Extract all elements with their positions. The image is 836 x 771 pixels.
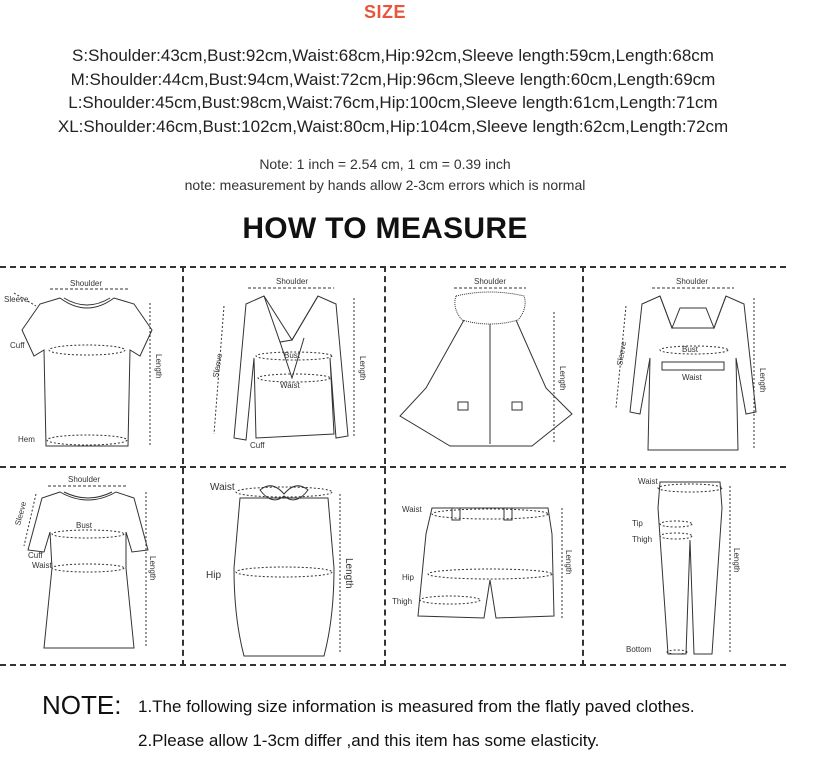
cape-diagram — [386, 268, 582, 466]
tolerance-note: note: measurement by hands allow 2-3cm errors which is normal — [184, 177, 586, 193]
tshirt-hem-label: Hem — [18, 435, 35, 444]
coat-shoulder-label: Shoulder — [676, 277, 709, 286]
pants-thigh-label: Thigh — [632, 535, 653, 544]
size-row-m: M:Shoulder:44cm,Bust:94cm,Waist:72cm,Hip:96cm,Sleeve length:60cm,Length:69cm — [70, 69, 716, 89]
dress-shoulder-label: Shoulder — [68, 475, 101, 484]
pants-length-label: Length — [732, 548, 741, 573]
tshirt-diagram — [0, 268, 182, 466]
coat-diagram — [584, 268, 786, 466]
blazer-cuff-label: Cuff — [250, 441, 265, 450]
pants-bottom-label: Bottom — [626, 645, 652, 654]
tshirt-cuff-label: Cuff — [10, 341, 25, 350]
how-to-measure-title: HOW TO MEASURE — [242, 212, 528, 245]
tshirt-length-label: Length — [154, 354, 163, 379]
blazer-length-label: Length — [358, 356, 367, 381]
shorts-diagram — [386, 468, 582, 664]
coat-waist-label: Waist — [682, 373, 702, 382]
blazer-bust-label: Bust — [284, 351, 301, 360]
size-row-l: L:Shoulder:45cm,Bust:98cm,Waist:76cm,Hip:100cm,Sleeve length:61cm,Length:71cm — [68, 93, 718, 112]
measurement-notes — [0, 154, 770, 196]
blazer-sleeve-label: Sleeve — [211, 352, 225, 379]
shorts-length-label: Length — [564, 550, 573, 575]
blazer-waist-label: Waist — [280, 381, 300, 390]
size-chart — [0, 44, 786, 138]
pants-tip-label: Tip — [632, 519, 643, 528]
coat-sleeve-label: Sleeve — [615, 340, 629, 367]
skirt-waist-label: Waist — [210, 482, 235, 493]
dress-waist-label: Waist — [32, 561, 52, 570]
dress-length-label: Length — [148, 556, 157, 581]
blazer-diagram — [184, 268, 384, 466]
shorts-thigh-label: Thigh — [392, 597, 413, 606]
grid-line-bottom — [0, 664, 786, 666]
dress-cuff-label: Cuff — [28, 551, 43, 560]
cape-shoulder-label: Shoulder — [474, 277, 507, 286]
shorts-hip-label: Hip — [402, 573, 415, 582]
skirt-diagram — [184, 468, 384, 664]
skirt-length-label: Length — [343, 558, 354, 589]
cape-length-label: Length — [558, 366, 567, 391]
footer-note-line-1: 1.The following size information is measured from the flatly paved clothes. — [138, 697, 695, 716]
coat-length-label: Length — [758, 368, 767, 393]
conversion-note: Note: 1 inch = 2.54 cm, 1 cm = 0.39 inch — [259, 156, 511, 172]
size-row-s: S:Shoulder:43cm,Bust:92cm,Waist:68cm,Hip:92cm,Sleeve length:59cm,Length:68cm — [72, 46, 714, 65]
coat-bust-label: Bust — [682, 345, 699, 354]
size-row-xl: XL:Shoulder:46cm,Bust:102cm,Waist:80cm,Hip:104cm,Sleeve length:62cm,Length:72cm — [57, 116, 729, 136]
dress-sleeve-label: Sleeve — [13, 500, 29, 527]
measure-diagram-grid — [0, 266, 786, 666]
tshirt-sleeve-label: Sleeve — [4, 295, 29, 304]
shorts-waist-label: Waist — [402, 505, 422, 514]
footer-note-label: NOTE: — [42, 690, 122, 720]
pants-waist-label: Waist — [638, 477, 658, 486]
footer-note-line-2: 2.Please allow 1-3cm differ ,and this item has some elasticity. — [138, 731, 600, 750]
dress-diagram — [0, 468, 182, 664]
blazer-shoulder-label: Shoulder — [276, 277, 309, 286]
dress-bust-label: Bust — [76, 521, 93, 530]
tshirt-shoulder-label: Shoulder — [70, 279, 103, 288]
pants-diagram — [584, 468, 786, 664]
skirt-hip-label: Hip — [206, 570, 222, 581]
size-title: SIZE — [363, 2, 406, 22]
